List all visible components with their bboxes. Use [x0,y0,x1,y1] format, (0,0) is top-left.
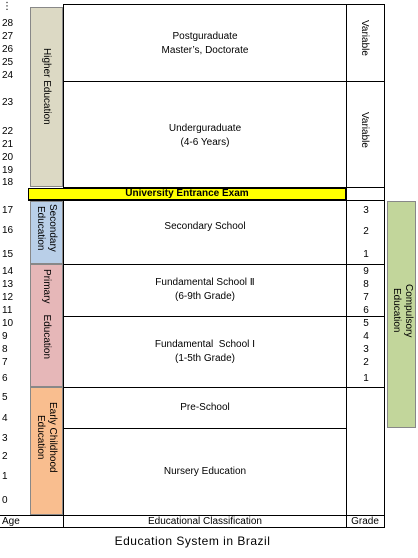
age-label: 4 [2,413,8,424]
age-label: 18 [2,177,14,188]
fundamental-school-1-label: Fundamental School Ⅰ (1-5th Grade) [154,339,256,364]
age-label: 28 [2,18,14,29]
fundamental-school-2-label: Fundamental School Ⅱ (6-9th Grade) [155,277,255,302]
grade-number: 3 [363,205,369,216]
age-label: 14 [2,266,14,277]
compulsory-education-label: Compulsory Education [391,284,414,338]
primary-education-box [30,264,63,387]
age-label: 13 [2,279,14,290]
grade-number: 5 [363,318,369,329]
classification-header: Educational Classification [148,516,262,527]
grade-number: 8 [363,279,369,290]
grade-right-border [384,4,385,528]
grade-number: 3 [363,344,369,355]
secondary-education-label: Secondary Education [35,204,58,252]
higher-education-label: Higher Education [41,48,52,125]
secondary-education-box [30,201,63,264]
compulsory-education-box [387,201,416,428]
row-separator [63,264,385,265]
age-label: 5 [2,392,8,403]
university-entrance-exam-bar [28,188,346,200]
early-childhood-box [30,387,63,515]
grade-number: 4 [363,331,369,342]
grade-variable-higher: Variable [359,20,370,56]
age-label: 27 [2,31,14,42]
higher-education-box [30,7,63,187]
age-label: 6 [2,373,8,384]
table-left-border [63,4,64,528]
age-label: 9 [2,331,8,342]
grade-number: 2 [363,226,369,237]
row-separator [28,200,385,201]
grade-header: Grade [351,516,379,527]
age-label: 8 [2,344,8,355]
age-label: 21 [2,139,14,150]
age-label: 20 [2,152,14,163]
university-entrance-exam-label: University Entrance Exam [125,188,249,199]
age-label: 16 [2,225,14,236]
age-label: 25 [2,57,14,68]
age-label: 23 [2,97,14,108]
grade-number: 7 [363,292,369,303]
top-border [63,4,385,5]
secondary-school-label: Secondary School [164,221,246,232]
row-separator [346,81,384,82]
age-column [0,0,28,528]
row-separator [63,316,385,317]
pre-school-label: Pre-School [180,402,230,413]
age-label: 2 [2,451,8,462]
row-separator [63,428,347,429]
row-separator [63,81,347,82]
age-label: 12 [2,292,14,303]
age-label: 1 [2,471,8,482]
age-label: 15 [2,249,14,260]
grade-number: 1 [363,249,369,260]
age-label: 22 [2,126,14,137]
postgraduate-label: Postguraduate Master’s, Doctorate [161,31,249,56]
age-label: 3 [2,433,8,444]
grade-variable-undergrad: Variable [359,112,370,148]
age-label: ⋮ [2,1,12,12]
nursery-education-label: Nursery Education [163,466,247,477]
age-label: 0 [2,495,8,506]
bottom-border [0,527,385,528]
diagram-caption: Education System in Brazil [114,534,271,548]
grade-number: 2 [363,357,369,368]
age-label: 11 [2,305,13,316]
table-right-border [346,4,347,528]
age-label: 7 [2,357,8,368]
age-label: 19 [2,165,14,176]
early-childhood-label: Early Childhood Education [35,402,58,473]
grade-number: 6 [363,305,369,316]
grade-number: 1 [363,373,369,384]
primary-education-label: Primary Education [41,269,52,360]
row-separator [63,387,385,388]
grade-number: 9 [363,266,369,277]
age-label: 10 [2,318,14,329]
age-label: 24 [2,70,14,81]
age-label: 17 [2,205,14,216]
age-label: 26 [2,44,14,55]
age-header: Age [2,516,20,527]
undergraduate-label: Underguraduate (4-6 Years) [168,123,242,148]
